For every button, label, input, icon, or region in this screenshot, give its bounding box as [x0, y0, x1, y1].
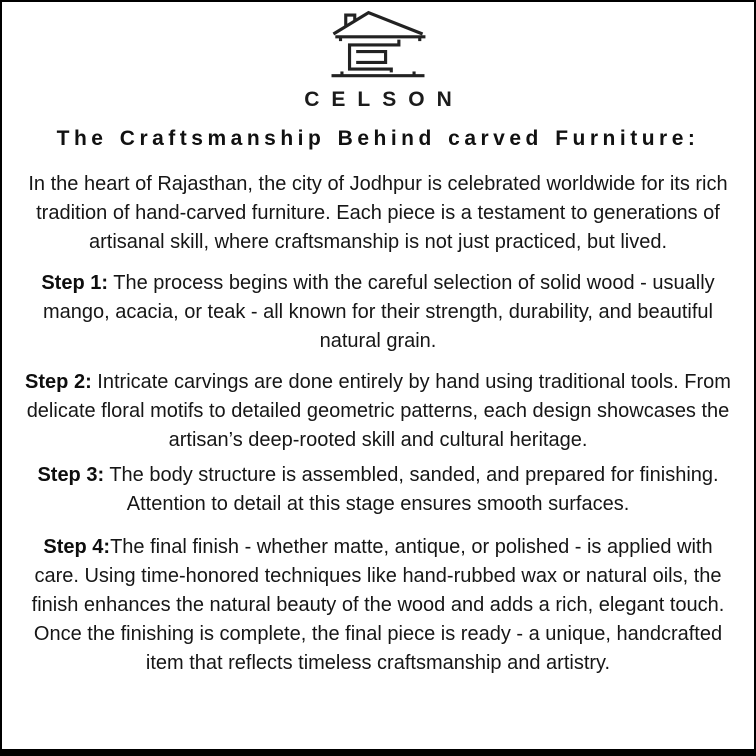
- product-description-page: [22, 6, 734, 678]
- step-1-label: Step 1:: [41, 272, 109, 294]
- house-with-s-monogram-icon: [322, 6, 434, 80]
- step-2-text: Intricate carvings are done entirely by hand using traditional tools. From delicate floral motifs to detailed geometric patterns, each design showcases the artisan’s deep-rooted skill and cultural heritage.: [26, 371, 731, 451]
- step-2-label: Step 2:: [25, 371, 92, 393]
- step-4-label: Step 4:: [43, 536, 111, 558]
- step-4-paragraph: [22, 533, 734, 620]
- page-title: The Craftsmanship Behind carved Furniture:: [56, 127, 700, 150]
- brand-name: CELSON: [304, 88, 464, 111]
- step-4-text: The final finish - whether matte, antique, or polished - is applied with care. Using time-honored techniques like hand-rubbed wax or natural oils, the finish enhances the natural beauty of the wood and adds a rich, elegant touch.: [31, 536, 725, 616]
- step-3-paragraph: [22, 461, 734, 519]
- step-3-text: The body structure is assembled, sanded, and prepared for finishing. Attention to detail at this stage ensures smooth surfaces.: [104, 464, 719, 515]
- step-2-paragraph: [22, 368, 734, 455]
- step-1-paragraph: [22, 269, 734, 356]
- step-1-text: The process begins with the careful selection of solid wood - usually mango, acacia, or teak - all known for their strength, durability, and beautiful natural grain.: [43, 272, 715, 352]
- intro-paragraph: In the heart of Rajasthan, the city of Jodhpur is celebrated worldwide for its rich tradition of hand-carved furniture. Each piece is a testament to generations of artisanal skill, where craftsmanship is not just practiced, but lived.: [28, 173, 728, 253]
- outro-paragraph: Once the finishing is complete, the final piece is ready - a unique, handcrafted item that reflects timeless craftsmanship and artistry.: [33, 623, 723, 674]
- step-3-label: Step 3:: [37, 464, 105, 486]
